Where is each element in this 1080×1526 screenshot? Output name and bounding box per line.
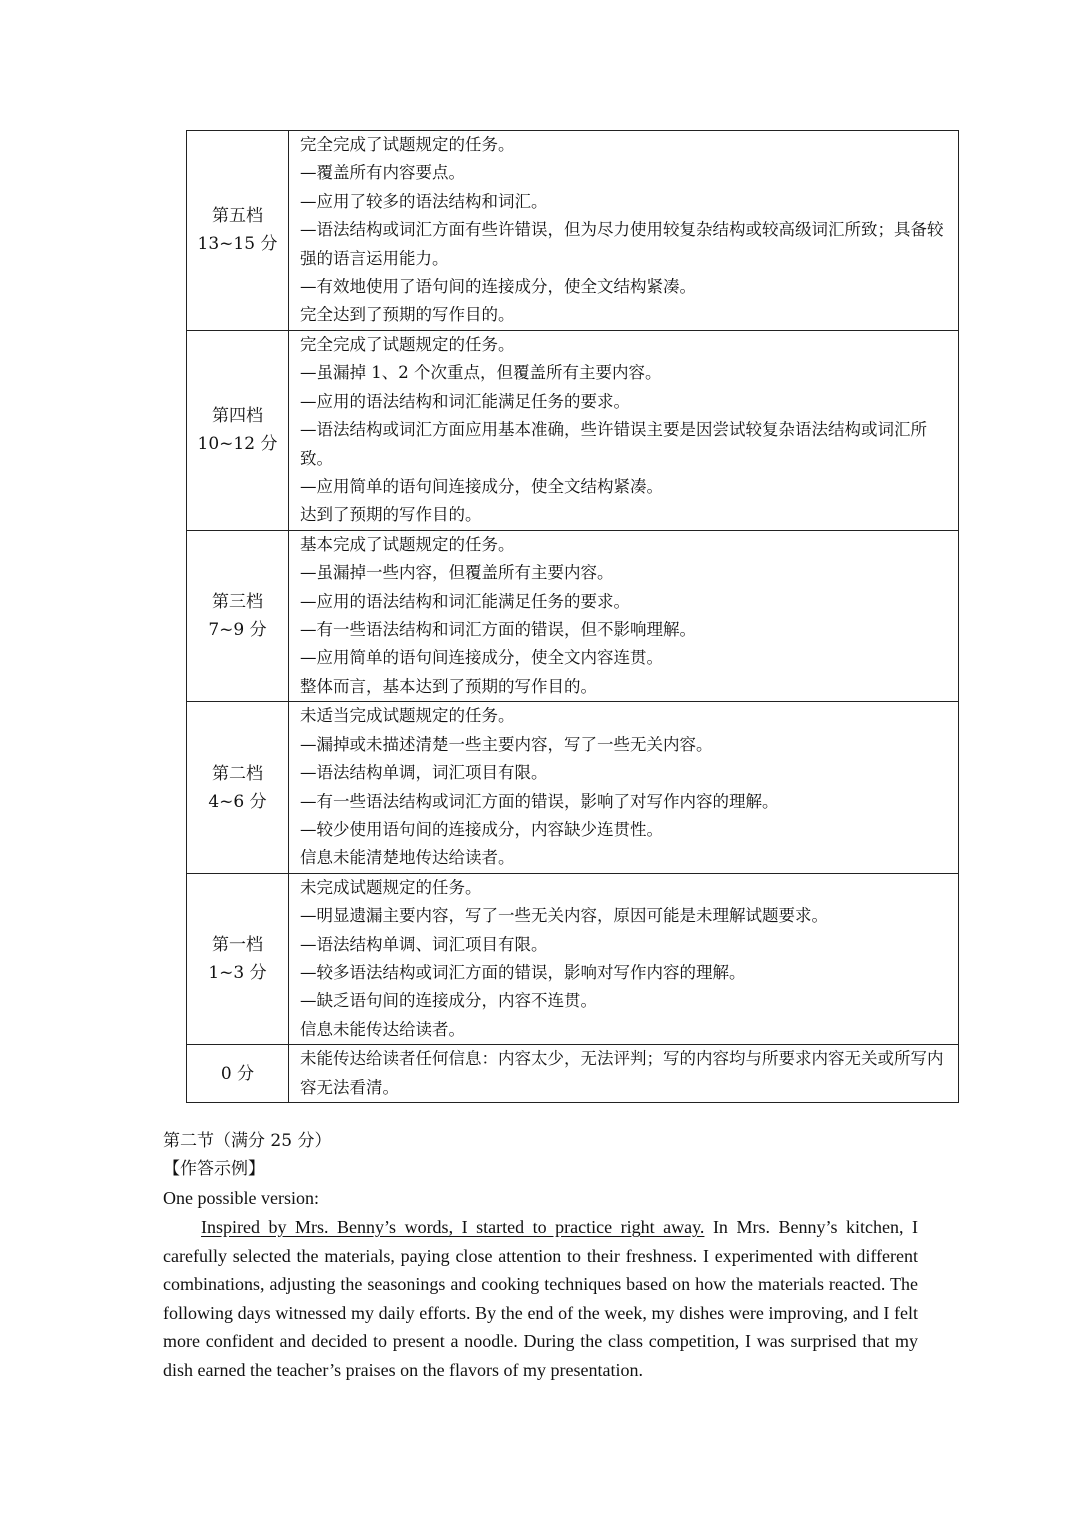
criteria-cell <box>289 131 959 331</box>
band-cell <box>187 530 289 701</box>
criteria-line: —应用的语法结构和词汇能满足任务的要求。 <box>300 591 630 611</box>
criteria-line: 完全达到了预期的写作目的。 <box>300 305 515 325</box>
essay-body: In Mrs. Benny’s kitchen, I carefully selected the materials, paying close attention to their freshness. I experimented with different combinations, adjusting the seasonings and cooking techniques based on how the materials reacted. The following days witnessed my daily efforts. By the end of the week, my dishes were improving, and I felt more confident and decided to present a noodle. During the class competition, I was surprised that my dish earned the teacher’s praises on the flavors of my presentation. <box>163 1217 918 1380</box>
criteria-cell <box>289 330 959 530</box>
criteria-line: 未适当完成试题规定的任务。 <box>300 706 515 726</box>
criteria-line: —有效地使用了语句间的连接成分，使全文结构紧凑。 <box>300 277 696 297</box>
criteria-line: —应用简单的语句间连接成分，使全文结构紧凑。 <box>300 476 663 496</box>
criteria-line: 信息未能清楚地传达给读者。 <box>300 848 515 868</box>
criteria-line: —较少使用语句间的连接成分，内容缺少连贯性。 <box>300 819 663 839</box>
band-score: 7~9 分 <box>208 620 267 641</box>
band-cell <box>187 1045 289 1103</box>
criteria-line: —语法结构或词汇方面应用基本准确，些许错误主要是因尝试较复杂语法结构或词汇所致。 <box>300 420 927 468</box>
section-title: 第二节（满分 25 分） <box>163 1131 332 1151</box>
criteria-line: 信息未能传达给读者。 <box>300 1019 465 1039</box>
band-score: 10~12 分 <box>197 434 278 455</box>
sample-essay <box>163 1213 918 1385</box>
criteria-line: —漏掉或未描述清楚一些主要内容，写了一些无关内容。 <box>300 734 713 754</box>
scoring-rubric-table <box>186 130 959 1103</box>
band-name: 第二档 <box>212 763 263 784</box>
criteria-line: —虽漏掉一些内容，但覆盖所有主要内容。 <box>300 563 614 583</box>
criteria-line: —有一些语法结构或词汇方面的错误，影响了对写作内容的理解。 <box>300 791 779 811</box>
band-name: 第五档 <box>212 206 263 227</box>
essay-opening-sentence: Inspired by Mrs. Benny’s words, I started to practice right away. <box>201 1217 705 1237</box>
criteria-line: 完全完成了试题规定的任务。 <box>300 135 515 154</box>
band-score: 0 分 <box>220 1063 255 1084</box>
criteria-line: —较多语法结构或词汇方面的错误，影响对写作内容的理解。 <box>300 962 746 982</box>
band-name: 第一档 <box>212 934 263 955</box>
band-cell <box>187 330 289 530</box>
criteria-line: 达到了预期的写作目的。 <box>300 505 482 525</box>
rubric-row-band-5 <box>187 131 959 331</box>
criteria-line: 整体而言，基本达到了预期的写作目的。 <box>300 676 597 696</box>
criteria-cell <box>289 1045 959 1103</box>
criteria-line: —语法结构单调、词汇项目有限。 <box>300 934 548 954</box>
band-cell <box>187 131 289 331</box>
rubric-row-band-2 <box>187 702 959 873</box>
rubric-row-band-3 <box>187 530 959 701</box>
band-cell <box>187 873 289 1044</box>
criteria-line: —缺乏语句间的连接成分，内容不连贯。 <box>300 991 597 1011</box>
criteria-line: —有一些语法结构和词汇方面的错误，但不影响理解。 <box>300 620 696 640</box>
criteria-cell <box>289 702 959 873</box>
rubric-row-band-0 <box>187 1045 959 1103</box>
band-score: 13~15 分 <box>197 234 278 255</box>
criteria-line: —应用简单的语句间连接成分，使全文内容连贯。 <box>300 648 663 668</box>
criteria-line: 未完成试题规定的任务。 <box>300 877 482 897</box>
criteria-line: 完全完成了试题规定的任务。 <box>300 334 515 354</box>
criteria-cell <box>289 530 959 701</box>
criteria-line: —虽漏掉 1、2 个次重点，但覆盖所有主要内容。 <box>300 363 662 383</box>
criteria-line: —明显遗漏主要内容，写了一些无关内容，原因可能是未理解试题要求。 <box>300 906 828 926</box>
criteria-line: —语法结构或词汇方面有些许错误，但为尽力使用较复杂结构或较高级词汇所致；具备较强的语言运用能力。 <box>300 220 944 268</box>
possible-version-label: One possible version: <box>163 1188 319 1208</box>
criteria-line: —应用的语法结构和词汇能满足任务的要求。 <box>300 391 630 411</box>
band-cell <box>187 702 289 873</box>
criteria-line: 未能传达给读者任何信息：内容太少，无法评判；写的内容均与所要求内容无关或所写内容无法看清。 <box>300 1049 944 1097</box>
criteria-line: —语法结构单调，词汇项目有限。 <box>300 763 548 783</box>
band-name: 第三档 <box>212 592 263 613</box>
criteria-line: 基本完成了试题规定的任务。 <box>300 534 515 554</box>
criteria-line: —覆盖所有内容要点。 <box>300 163 465 183</box>
rubric-row-band-4 <box>187 330 959 530</box>
band-name: 第四档 <box>212 406 263 427</box>
answer-example-label: 【作答示例】 <box>163 1159 265 1179</box>
criteria-line: —应用了较多的语法结构和词汇。 <box>300 191 548 211</box>
rubric-row-band-1 <box>187 873 959 1044</box>
criteria-cell <box>289 873 959 1044</box>
band-score: 1~3 分 <box>208 962 267 983</box>
band-score: 4~6 分 <box>208 791 267 812</box>
